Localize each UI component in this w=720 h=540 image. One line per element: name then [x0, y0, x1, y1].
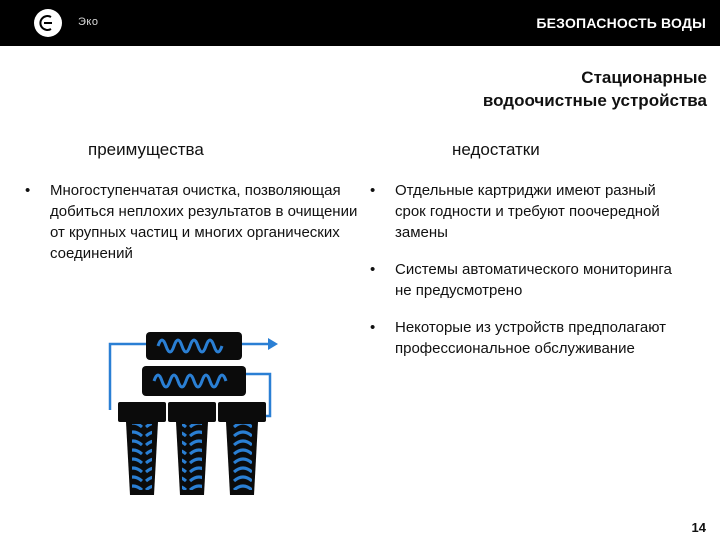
slide-title-line2: водоочистные устройства: [482, 91, 707, 110]
pros-item: • Многоступенчатая очистка, позволяющая добиться неплохих результатов в очищении от крупных частиц и многих органических соединений: [25, 180, 360, 264]
cons-list: [370, 180, 690, 375]
section-title: БЕЗОПАСНОСТЬ ВОДЫ: [536, 15, 706, 31]
pros-heading: преимущества: [88, 140, 204, 159]
cons-heading: недостатки: [452, 140, 540, 159]
page-number: 14: [691, 520, 706, 535]
cons-item: • Системы автоматического мониторинга не предусмотрено: [370, 259, 690, 301]
slide-title: [483, 66, 707, 112]
logo-icon: [34, 9, 62, 37]
cons-item: • Некоторые из устройств предполагают профессиональное обслуживание: [370, 317, 690, 359]
pros-list: [25, 180, 360, 264]
cons-item: • Отдельные картриджи имеют разный срок годности и требуют поочередной замены: [370, 180, 690, 243]
top-bar: [0, 0, 720, 46]
water-filter-illustration: [100, 330, 280, 500]
slide-title-line1: Стационарные: [581, 68, 707, 87]
logo-text: Эко: [78, 16, 99, 28]
